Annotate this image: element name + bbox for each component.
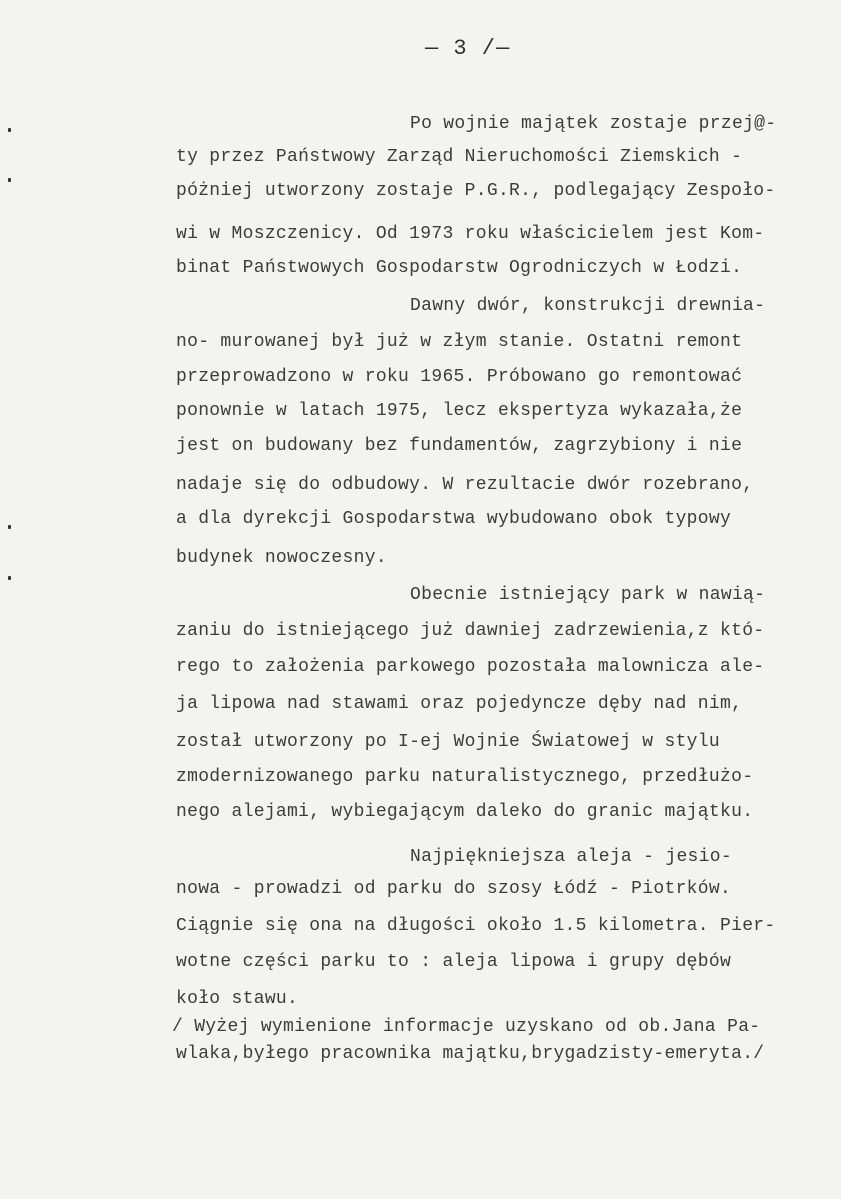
text-line: został utworzony po I-ej Wojnie Światowej w stylu [176, 732, 720, 752]
text-line: binat Państwowych Gospodarstw Ogrodniczych w Łodzi. [176, 258, 743, 278]
text-line: nadaje się do odbudowy. W rezultacie dwór rozebrano, [176, 475, 754, 495]
punch-mark [8, 525, 11, 529]
text-line: Po wojnie majątek zostaje przej@- [410, 114, 777, 134]
text-line: wlaka,byłego pracownika majątku,brygadzisty-emeryta./ [176, 1044, 765, 1064]
text-line: zaniu do istniejącego już dawniej zadrzewienia,z któ- [176, 621, 765, 641]
text-line: Ciągnie się ona na długości około 1.5 kilometra. Pier- [176, 916, 776, 936]
text-line: zmodernizowanego parku naturalistycznego, przedłużo- [176, 767, 754, 787]
text-line: / Wyżej wymienione informacje uzyskano od ob.Jana Pa- [172, 1017, 761, 1037]
text-line: nego alejami, wybiegającym daleko do granic majątku. [176, 802, 754, 822]
text-line: ty przez Państwowy Zarząd Nieruchomości Ziemskich - [176, 147, 743, 167]
text-line: rego to założenia parkowego pozostała malownicza ale- [176, 657, 765, 677]
text-line: ponownie w latach 1975, lecz ekspertyza wykazała,że [176, 401, 743, 421]
text-line: Najpiękniejsza aleja - jesio- [410, 847, 732, 867]
text-line: ja lipowa nad stawami oraz pojedyncze dęby nad nim, [176, 694, 743, 714]
text-line: a dla dyrekcji Gospodarstwa wybudowano obok typowy [176, 509, 732, 529]
page-number: — 3 /— [425, 36, 511, 61]
text-line: nowa - prowadzi od parku do szosy Łódź - Piotrków. [176, 879, 732, 899]
text-line: przeprowadzono w roku 1965. Próbowano go remontować [176, 367, 743, 387]
text-line: Dawny dwór, konstrukcji drewnia- [410, 296, 766, 316]
punch-mark [8, 576, 11, 580]
text-line: no- murowanej był już w złym stanie. Ostatni remont [176, 332, 743, 352]
text-line: wotne części parku to : aleja lipowa i grupy dębów [176, 952, 732, 972]
text-line: wi w Moszczenicy. Od 1973 roku właścicielem jest Kom- [176, 224, 765, 244]
punch-mark [8, 128, 11, 132]
text-line: póżniej utworzony zostaje P.G.R., podlegający Zespoło- [176, 181, 776, 201]
text-line: jest on budowany bez fundamentów, zagrzybiony i nie [176, 436, 743, 456]
text-line: koło stawu. [176, 989, 299, 1009]
text-line: Obecnie istniejący park w nawią- [410, 585, 766, 605]
punch-mark [8, 178, 11, 182]
text-line: budynek nowoczesny. [176, 548, 387, 568]
